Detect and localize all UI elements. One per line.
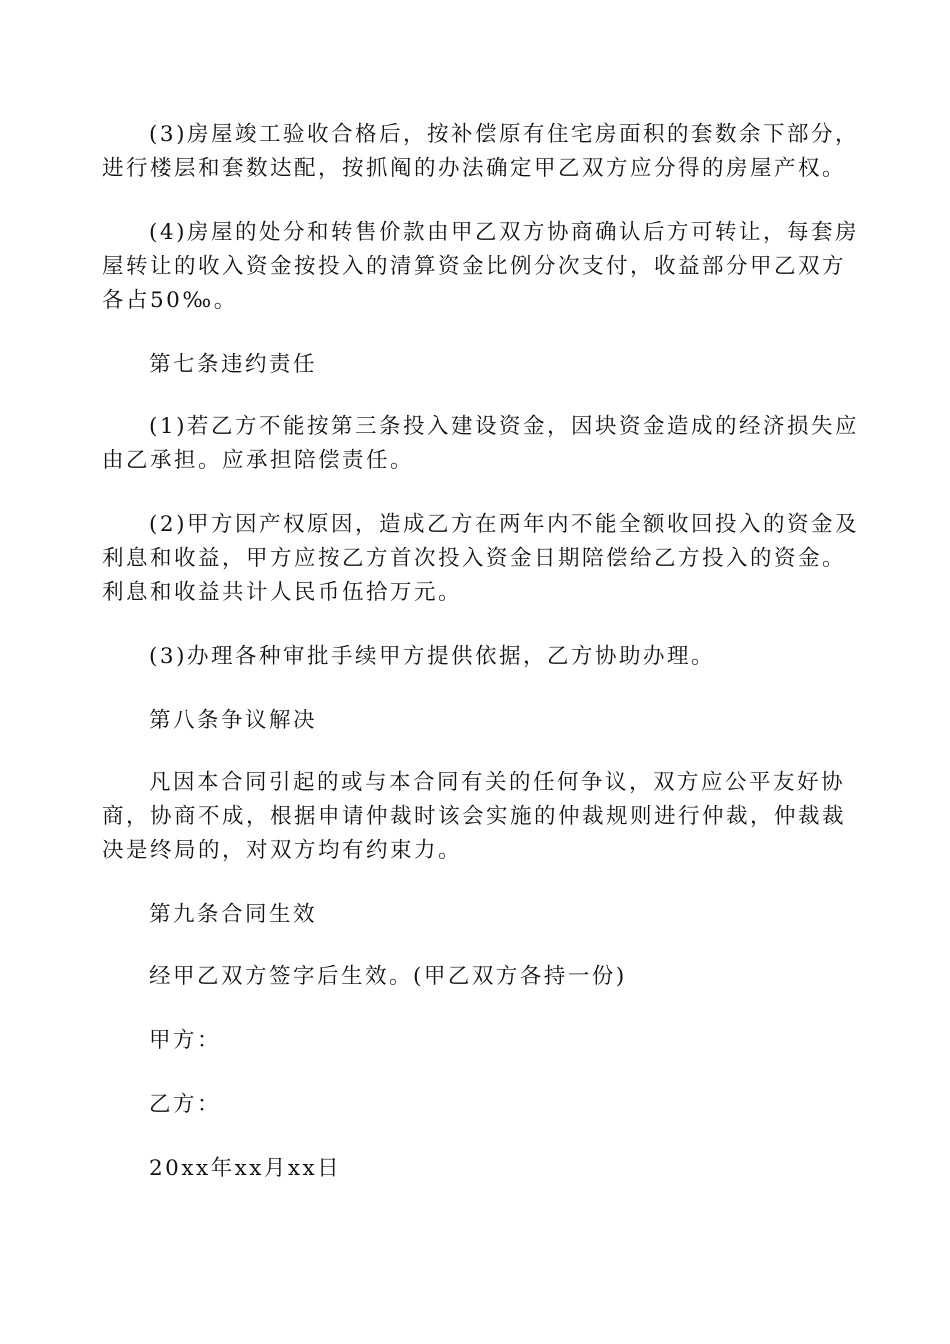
- article-9-heading: 第九条合同生效: [149, 902, 318, 927]
- party-a-signature-line: 甲方：: [149, 1028, 222, 1053]
- clause-7-item-3: (3)办理各种审批手续甲方提供依据，乙方协助办理。: [149, 644, 715, 669]
- clause-8-text: 凡因本合同引起的或与本合同有关的任何争议，双方应公平友好协商，协商不成，根据申请仲裁时该会实施的仲裁规则进行仲裁，仲裁裁决是终局的，对双方均有约束力。: [102, 770, 847, 863]
- article-8-heading: 第八条争议解决: [149, 708, 318, 733]
- article-7-heading: 第七条违约责任: [149, 352, 318, 377]
- clause-6-item-4: (4)房屋的处分和转售价款由甲乙双方协商确认后方可转让，每套房屋转让的收入资金按投入的清算资金比例分次支付，收益部分甲乙双方各占50‰。: [102, 220, 859, 313]
- clause-6-item-3: (3)房屋竣工验收合格后，按补偿原有住宅房面积的套数余下部分，进行楼层和套数达配，按抓阄的办法确定甲乙双方应分得的房屋产权。: [102, 122, 859, 181]
- clause-9-text: 经甲乙双方签字后生效。(甲乙双方各持一份): [149, 964, 627, 989]
- party-b-signature-line: 乙方：: [149, 1092, 222, 1117]
- clause-7-item-1: (1)若乙方不能按第三条投入建设资金，因块资金造成的经济损失应由乙承担。应承担陪偿责任。: [102, 414, 859, 473]
- signing-date: 20xx年xx月xx日: [149, 1156, 342, 1181]
- document-body: [102, 118, 862, 1216]
- clause-7-item-2: (2)甲方因产权原因，造成乙方在两年内不能全额收回投入的资金及利息和收益，甲方应按乙方首次投入资金日期陪偿给乙方投入的资金。利息和收益共计人民币伍拾万元。: [102, 512, 859, 605]
